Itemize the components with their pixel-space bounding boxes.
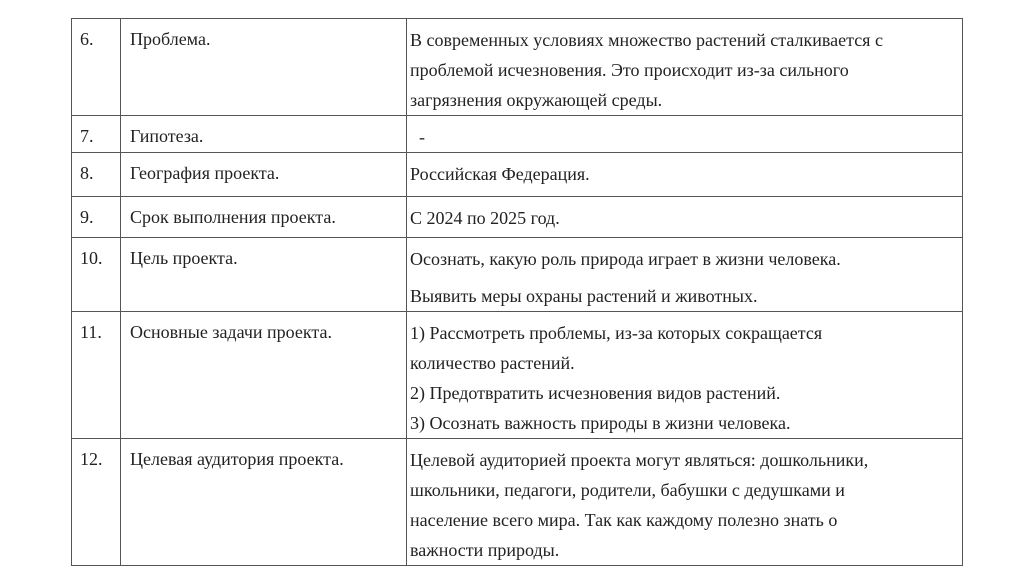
row-number: 12. [72,439,121,566]
value-line: количество растений. [410,353,575,373]
row-label: География проекта. [121,153,407,197]
value-line: школьники, педагоги, родители, бабушки с дедушками и [410,480,845,500]
value-line: Целевой аудиторией проекта могут являться: дошкольники, [410,450,869,470]
row-number: 6. [72,19,121,116]
row-value [407,116,963,153]
row-value [407,312,963,439]
row-number: 10. [72,238,121,312]
project-passport-table [71,18,963,566]
value-line: - [419,127,425,147]
value-line: загрязнения окружающей среды. [410,90,663,110]
row-value [407,153,963,197]
row-number: 11. [72,312,121,439]
table-row [72,116,963,153]
row-value [407,439,963,566]
value-line: население всего мира. Так как каждому полезно знать о [410,510,838,530]
row-number: 9. [72,197,121,238]
row-label: Цель проекта. [121,238,407,312]
table-row [72,439,963,566]
table-row [72,312,963,439]
value-line: 1) Рассмотреть проблемы, из-за которых сокращается [410,323,823,343]
value-line: С 2024 по 2025 год. [410,208,560,228]
row-value [407,19,963,116]
table-row [72,197,963,238]
table-row [72,19,963,116]
value-line: Выявить меры охраны растений и животных. [410,286,758,306]
value-line: Российская Федерация. [410,164,590,184]
row-label: Гипотеза. [121,116,407,153]
row-value [407,197,963,238]
value-line: важности природы. [410,540,560,560]
value-line: 2) Предотвратить исчезновения видов растений. [410,383,781,403]
value-line: 3) Осознать важность природы в жизни человека. [410,413,791,433]
value-line: проблемой исчезновения. Это происходит из-за сильного [410,60,849,80]
row-number: 7. [72,116,121,153]
row-label: Целевая аудитория проекта. [121,439,407,566]
value-line: Осознать, какую роль природа играет в жизни человека. [410,249,841,269]
row-value [407,238,963,312]
row-label: Проблема. [121,19,407,116]
row-label: Основные задачи проекта. [121,312,407,439]
table-row [72,153,963,197]
row-label: Срок выполнения проекта. [121,197,407,238]
value-line: В современных условиях множество растений сталкивается с [410,30,883,50]
table-row [72,238,963,312]
row-number: 8. [72,153,121,197]
